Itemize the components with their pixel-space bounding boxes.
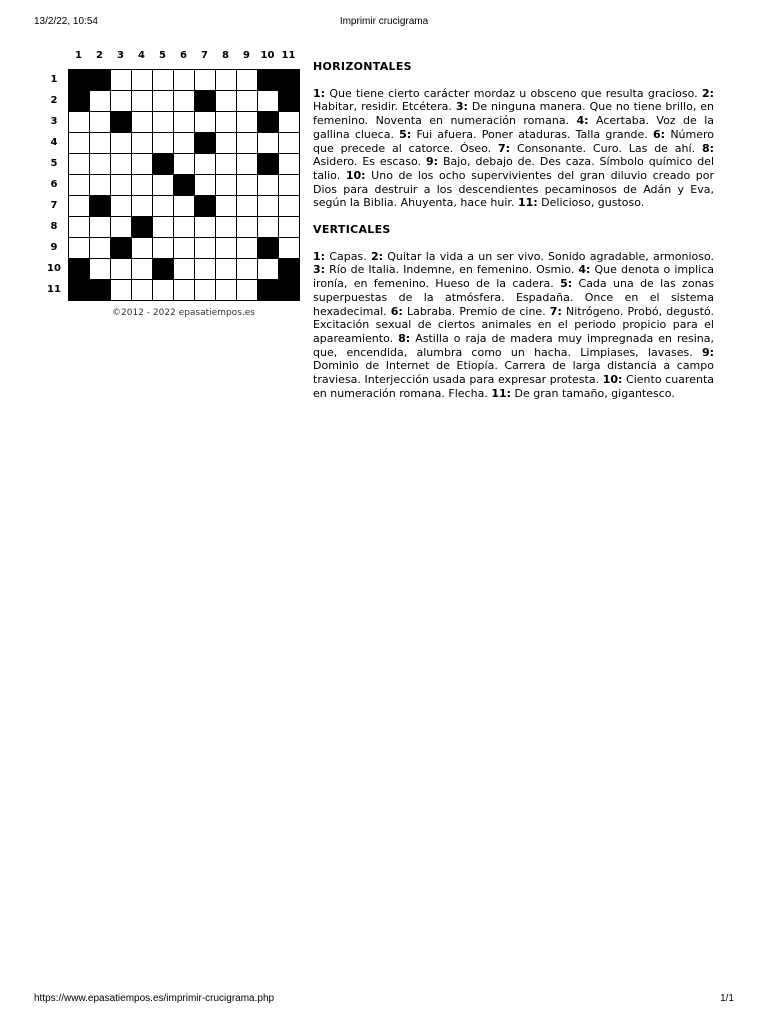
black-cell (279, 91, 300, 112)
black-cell (258, 70, 279, 91)
white-cell[interactable] (195, 238, 216, 259)
verticales-clues (313, 250, 714, 401)
white-cell[interactable] (195, 280, 216, 301)
column-number: 9 (243, 50, 250, 61)
black-cell (258, 112, 279, 133)
clue-number: 11: (517, 196, 538, 210)
clue-text: Asidero. Es escaso. (313, 155, 421, 169)
white-cell[interactable] (90, 175, 111, 196)
black-cell (69, 280, 90, 301)
white-cell[interactable] (174, 112, 195, 133)
clue-text: Fui afuera. Poner ataduras. Talla grande. (416, 127, 648, 141)
white-cell[interactable] (216, 70, 237, 91)
clue-text: Labraba. Premio de cine. (406, 304, 546, 318)
white-cell[interactable] (237, 175, 258, 196)
white-cell[interactable] (111, 91, 132, 112)
crossword-grid (68, 69, 300, 301)
clue-number: 1: (313, 249, 326, 263)
row-number: 2 (50, 95, 58, 106)
white-cell[interactable] (90, 154, 111, 175)
white-cell[interactable] (132, 70, 153, 91)
black-cell (90, 196, 111, 217)
clue-number: 6: (390, 304, 403, 318)
white-cell[interactable] (216, 133, 237, 154)
white-cell[interactable] (174, 259, 195, 280)
page-number: 1/1 (720, 993, 734, 1004)
clue-text: Habitar, residir. Etcétera. (313, 100, 452, 114)
column-numbers (68, 50, 299, 66)
row-number: 6 (50, 179, 58, 190)
clue-number: 8: (701, 141, 714, 155)
clue-number: 5: (399, 127, 412, 141)
white-cell[interactable] (90, 259, 111, 280)
row-number: 9 (50, 242, 58, 253)
white-cell[interactable] (258, 91, 279, 112)
white-cell[interactable] (90, 112, 111, 133)
black-cell (279, 280, 300, 301)
clue-number: 5: (560, 277, 573, 291)
white-cell[interactable] (153, 217, 174, 238)
black-cell (69, 91, 90, 112)
black-cell (258, 154, 279, 175)
white-cell[interactable] (174, 238, 195, 259)
clue-text: De ninguna manera. Que no tiene brillo, en femenino. Noventa en numeración romana. (313, 100, 715, 128)
column-number: 5 (159, 50, 166, 61)
white-cell[interactable] (153, 196, 174, 217)
clue-number: 4: (578, 263, 591, 277)
white-cell[interactable] (132, 280, 153, 301)
white-cell[interactable] (195, 217, 216, 238)
clue-number: 7: (498, 141, 511, 155)
white-cell[interactable] (90, 217, 111, 238)
row-numbers (44, 69, 66, 300)
white-cell[interactable] (237, 196, 258, 217)
white-cell[interactable] (195, 154, 216, 175)
clue-text: Que tiene cierto carácter mordaz u obsceno que resulta gracioso. (329, 86, 698, 100)
column-number: 7 (201, 50, 208, 61)
white-cell[interactable] (111, 196, 132, 217)
white-cell[interactable] (174, 133, 195, 154)
white-cell[interactable] (258, 133, 279, 154)
white-cell[interactable] (174, 154, 195, 175)
white-cell[interactable] (132, 238, 153, 259)
clue-number: 1: (313, 86, 326, 100)
white-cell[interactable] (279, 133, 300, 154)
horizontales-heading: HORIZONTALES (313, 60, 412, 73)
clue-text: Acertaba. Voz de la gallina clueca. (313, 114, 714, 141)
column-number: 1 (75, 50, 82, 61)
white-cell[interactable] (132, 133, 153, 154)
white-cell[interactable] (132, 175, 153, 196)
print-footer (34, 993, 734, 1007)
column-number: 10 (260, 50, 275, 61)
black-cell (111, 112, 132, 133)
clue-text: Uno de los ocho supervivientes del gran diluvio creado por Dios para destruir a los descendientes pecaminosos de Adán y Eva, según la Biblia. Ahuyenta, hace huir. (313, 168, 715, 210)
white-cell[interactable] (237, 259, 258, 280)
white-cell[interactable] (195, 175, 216, 196)
black-cell (153, 259, 174, 280)
copyright-notice: ©2012 - 2022 epasatiempos.es (112, 308, 255, 318)
white-cell[interactable] (237, 238, 258, 259)
row-number: 8 (50, 221, 58, 232)
white-cell[interactable] (153, 175, 174, 196)
white-cell[interactable] (69, 154, 90, 175)
row-number: 1 (50, 74, 58, 85)
horizontales-clues (313, 87, 714, 210)
clue-text: Dominio de Internet de Etiopía. Carrera de larga distancia a campo traviesa. Interjección usada para expresar protesta. (313, 359, 714, 387)
white-cell[interactable] (153, 91, 174, 112)
print-title: Imprimir crucigrama (339, 16, 429, 27)
black-cell (195, 133, 216, 154)
white-cell[interactable] (132, 259, 153, 280)
white-cell[interactable] (237, 133, 258, 154)
black-cell (258, 238, 279, 259)
column-number: 6 (180, 50, 187, 61)
column-number: 8 (222, 50, 229, 61)
white-cell[interactable] (111, 280, 132, 301)
white-cell[interactable] (174, 217, 195, 238)
clue-number: 9: (425, 155, 439, 169)
clue-text: Capas. (329, 249, 367, 263)
white-cell[interactable] (90, 91, 111, 112)
column-number: 4 (138, 50, 145, 61)
white-cell[interactable] (216, 175, 237, 196)
clue-number: 2: (370, 249, 383, 263)
black-cell (153, 154, 174, 175)
white-cell[interactable] (69, 112, 90, 133)
row-number: 3 (50, 116, 58, 127)
white-cell[interactable] (279, 217, 300, 238)
black-cell (195, 91, 216, 112)
black-cell (90, 70, 111, 91)
row-number: 4 (50, 137, 58, 148)
white-cell[interactable] (279, 196, 300, 217)
white-cell[interactable] (69, 175, 90, 196)
white-cell[interactable] (216, 112, 237, 133)
clue-text: Nitrógeno. Probó, degustó. Excitación sexual de ciertos animales en el periodo propicio para el apareamiento. (313, 304, 714, 345)
black-cell (69, 259, 90, 280)
clue-text: Ciento cuarenta en numeración romana. Flecha. (313, 373, 714, 400)
clue-number: 6: (653, 127, 666, 141)
verticales-heading: VERTICALES (313, 223, 391, 237)
white-cell[interactable] (111, 259, 132, 280)
white-cell[interactable] (237, 154, 258, 175)
clue-number: 3: (455, 100, 468, 114)
white-cell[interactable] (237, 280, 258, 301)
white-cell[interactable] (258, 196, 279, 217)
white-cell[interactable] (174, 91, 195, 112)
white-cell[interactable] (90, 133, 111, 154)
clue-number: 2: (701, 86, 715, 100)
white-cell[interactable] (237, 217, 258, 238)
white-cell[interactable] (90, 238, 111, 259)
white-cell[interactable] (69, 217, 90, 238)
black-cell (279, 70, 300, 91)
white-cell[interactable] (216, 91, 237, 112)
white-cell[interactable] (111, 70, 132, 91)
clue-text: De gran tamaño, gigantesco. (514, 386, 675, 400)
white-cell[interactable] (132, 112, 153, 133)
row-number: 7 (50, 200, 58, 211)
white-cell[interactable] (237, 112, 258, 133)
white-cell[interactable] (216, 217, 237, 238)
white-cell[interactable] (174, 280, 195, 301)
white-cell[interactable] (153, 238, 174, 259)
clue-number: 4: (576, 114, 589, 128)
clue-text: Consonante. Curo. Las de ahí. (516, 141, 696, 155)
white-cell[interactable] (279, 175, 300, 196)
clue-text: Cada una de las zonas superpuestas de la atmósfera. Espadaña. Once en el sistema hexadecimal. (313, 277, 715, 318)
clue-text: Quitar la vida a un ser vivo. Sonido agradable, armonioso. (387, 249, 715, 263)
white-cell[interactable] (174, 196, 195, 217)
white-cell[interactable] (279, 238, 300, 259)
white-cell[interactable] (69, 238, 90, 259)
black-cell (90, 280, 111, 301)
black-cell (69, 70, 90, 91)
white-cell[interactable] (111, 217, 132, 238)
white-cell[interactable] (153, 112, 174, 133)
clue-number: 10: (602, 373, 623, 387)
clue-number: 3: (313, 263, 326, 277)
white-cell[interactable] (258, 175, 279, 196)
page-url: https://www.epasatiempos.es/imprimir-crucigrama.php (34, 993, 275, 1004)
white-cell[interactable] (279, 112, 300, 133)
column-number: 2 (96, 50, 103, 61)
white-cell[interactable] (195, 70, 216, 91)
white-cell[interactable] (237, 91, 258, 112)
white-cell[interactable] (237, 70, 258, 91)
clue-number: 10: (345, 168, 366, 182)
white-cell[interactable] (174, 70, 195, 91)
white-cell[interactable] (258, 217, 279, 238)
white-cell[interactable] (69, 196, 90, 217)
clue-number: 7: (549, 304, 562, 318)
white-cell[interactable] (216, 259, 237, 280)
clue-text: Río de Italia. Indemne, en femenino. Osmio. (329, 263, 575, 277)
black-cell (258, 280, 279, 301)
white-cell[interactable] (132, 91, 153, 112)
clue-number: 9: (701, 345, 715, 359)
white-cell[interactable] (132, 196, 153, 217)
white-cell[interactable] (111, 175, 132, 196)
clue-text: Delicioso, gustoso. (541, 196, 645, 210)
clue-number: 11: (491, 386, 512, 400)
white-cell[interactable] (69, 133, 90, 154)
black-cell (132, 217, 153, 238)
white-cell[interactable] (153, 133, 174, 154)
clue-text: Astilla o raja de madera muy impregnada en resina, que, encendida, alumbra como un hacha. Limpiases, lavases. (313, 331, 714, 359)
black-cell (279, 259, 300, 280)
clue-text: Bajo, debajo de. Des caza. Símbolo químico del talio. (313, 155, 715, 182)
white-cell[interactable] (111, 154, 132, 175)
white-cell[interactable] (195, 112, 216, 133)
print-datetime: 13/2/22, 10:54 (34, 16, 98, 27)
white-cell[interactable] (216, 154, 237, 175)
black-cell (111, 238, 132, 259)
row-number: 10 (47, 263, 61, 274)
clues-panel (313, 60, 714, 413)
white-cell[interactable] (132, 154, 153, 175)
white-cell[interactable] (216, 280, 237, 301)
print-header (34, 16, 734, 30)
white-cell[interactable] (153, 280, 174, 301)
column-number: 11 (281, 50, 296, 61)
white-cell[interactable] (258, 259, 279, 280)
black-cell (195, 196, 216, 217)
clue-number: 8: (398, 331, 411, 345)
white-cell[interactable] (279, 154, 300, 175)
white-cell[interactable] (195, 259, 216, 280)
white-cell[interactable] (216, 238, 237, 259)
row-number: 11 (47, 284, 61, 295)
clue-text: Que denota o implica ironía, en femenino. Hueso de la cadera. (313, 263, 714, 291)
white-cell[interactable] (153, 70, 174, 91)
white-cell[interactable] (216, 196, 237, 217)
black-cell (174, 175, 195, 196)
clue-text: Número que precede al catorce. Óseo. (313, 127, 715, 155)
row-number: 5 (50, 158, 58, 169)
white-cell[interactable] (111, 133, 132, 154)
column-number: 3 (117, 50, 124, 61)
